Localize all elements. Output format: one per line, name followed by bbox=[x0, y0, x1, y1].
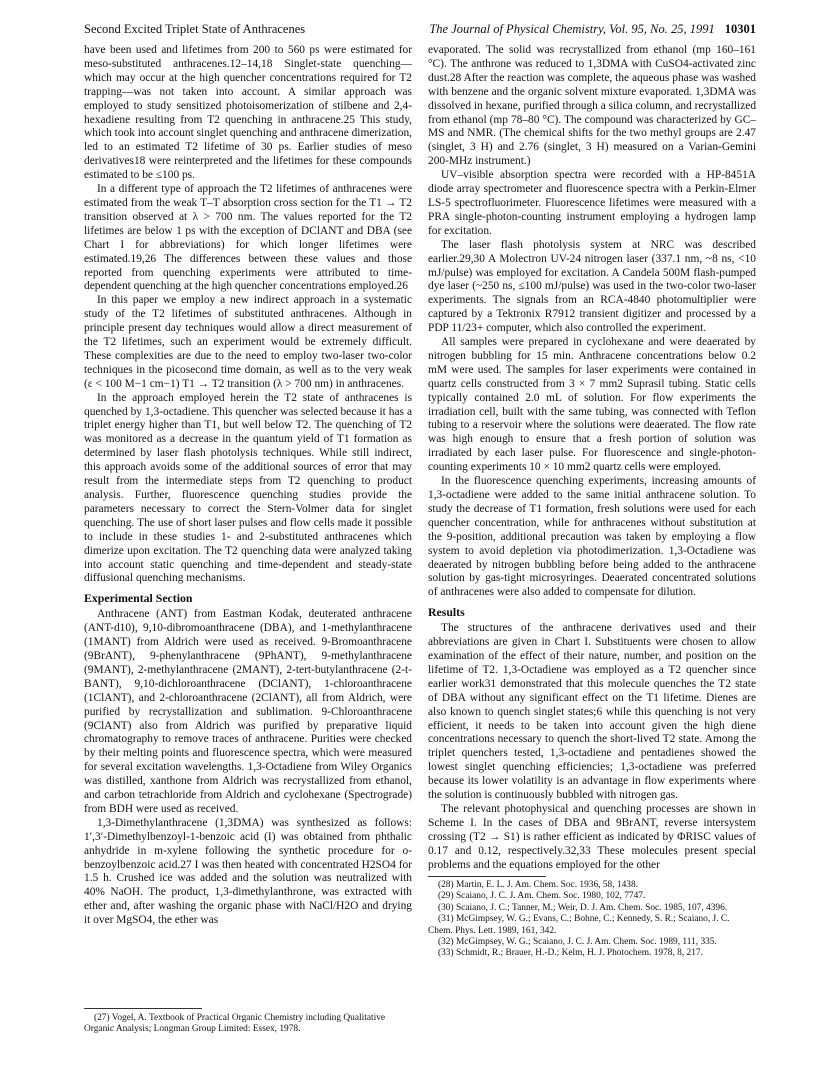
footnotes-left bbox=[84, 1013, 412, 1036]
journal-citation bbox=[429, 22, 756, 37]
paragraph: The relevant photophysical and quenching processes are shown in Scheme I. In the cases of DBA and 9BrANT, reverse intersystem crossing (T2 → S1) is rather efficient as indicated by ΦRISC values of 0.17 and 0.12, respectively.32,33 These molecules present special problems and the equations employed for the other bbox=[428, 802, 756, 871]
paragraph: 1,3-Dimethylanthracene (1,3DMA) was synthesized as follows: 1′,3′-Dimethylbenzoyl-1-benzoic acid (I) was obtained from phthalic anhydride in m-xylene following the synthetic procedure for o-benzoylbenzoic acid.27 I was then heated with concentrated H2SO4 for 1.5 h. Crushed ice was added and the solution was neutralized with 40% NaOH. The product, 1,3-dimethylanthrone, was extracted with ether and, after washing the organic phase with NaCl/H2O and drying it over MgSO4, the ether was bbox=[84, 816, 412, 927]
paragraph: have been used and lifetimes from 200 to 560 ps were estimated for meso-substituted anthracenes.12–14,18 Singlet-state quenching—which may occur at the high quencher concentrations required for T2 trapping—was not taken into account. A similar approach was employed to study sensitized photoisomerization of stilbene and 2,4-hexadiene resulting from T2 quenching in anthracene.25 This study, which took into account singlet quenching and anthracene dimerization, led to an estimated T2 lifetime of 30 ps. Earlier studies of meso derivatives18 were reinterpreted and the lifetimes for these compounds estimated to be ≤100 ps. bbox=[84, 44, 413, 182]
right-column bbox=[428, 44, 756, 872]
footnote: (29) Scaiano, J. C. J. Am. Chem. Soc. 1980, 102, 7747. bbox=[438, 891, 646, 902]
paragraph: All samples were prepared in cyclohexane and were deaerated by nitrogen bubbling for 15 min. Anthracene concentrations below 0.2 mM were used. The samples for laser experiments were contained in quartz cells constructed from 3 × 7 mm2 Suprasil tubing. Static cells typically contained 2.0 mL of solution. For flow experiments the irradiation cell, built with the same tubing, was connected with Teflon tubing to a reservoir where the solutions were deaerated. The flow rate was high enough to ensure that a fresh portion of solution was irradiated by each laser pulse. For fluorescence and single-photon-counting experiments 10 × 10 mm2 quartz cells were employed. bbox=[428, 336, 756, 474]
left-column bbox=[84, 44, 412, 928]
paragraph: The structures of the anthracene derivatives used and their abbreviations are given in Chart I. Substituents were chosen to allow examination of the effect of their nature, number, and position on the lifetime of T2. 1,3-Octadiene was employed as a T2 quencher since earlier work31 demonstrated that this molecule quenches the T2 state of DBA without any significant effect on the T1 lifetime. Dienes are also known to quench singlet states;6 while this quenching is not very efficient, it needs to be taken into account given the high diene concentrations necessary to quench the short-lived T2 state. Among the triplet quenchers tested, 1,3-octadiene and pentadienes showed the lowest singlet quenching efficiencies; 1,3-octadiene was preferred because its lower volatility is an advantage in flow experiments where the solution is continuously bubbled with nitrogen gas. bbox=[428, 622, 756, 802]
running-header bbox=[84, 22, 756, 40]
paragraph: In the approach employed herein the T2 state of anthracenes is quenched by 1,3-octadiene. This quencher was selected because it has a triplet energy higher than T1, but well below T2. The quenching of T2 was monitored as a decrease in the quantum yield of T1 formation as determined by laser flash photolysis techniques. While still indirect, this approach avoids some of the additional sources of error that may result from the intermediate steps from T2 quenching to product analysis. Further, fluorescence quenching studies provide the parameters necessary to correct the Stern-Volmer data for singlet quenching. The use of short laser pulses and flow cells made it possible to include in these studies 1- and 2-substituted anthracenes which dimerize upon excitation. The T2 quenching data were analyzed taking into account static quenching and time-dependent and steady-state diffusional quenching mechanisms. bbox=[84, 391, 412, 585]
footnote: (30) Scaiano, J. C.; Tanner, M.; Weir, D. J. Am. Chem. Soc. 1985, 107, 4396. bbox=[438, 902, 728, 913]
running-title: Second Excited Triplet State of Anthracenes bbox=[84, 22, 306, 36]
journal-name: The Journal of Physical Chemistry, Vol. 95, No. 25, 1991 bbox=[429, 22, 715, 36]
paragraph: UV–visible absorption spectra were recorded with a HP-8451A diode array spectrometer and fluorescence spectra with a Perkin-Elmer LS-5 spectrofluorimeter. Fluorescence lifetimes were measured with a PRA single-photon-counting instrument employing a hydrogen lamp for excitation. bbox=[428, 169, 756, 237]
paragraph: In the fluorescence quenching experiments, increasing amounts of 1,3-octadiene were added to the same initial anthracene solution. To study the decrease of T1 formation, fresh solutions were used for each quencher concentration, while for anthracenes without substitution at the 9-position, additional precaution was taken by employing a flow system to avoid depletion via photodimerization. 1,3-Octadiene was deaerated by nitrogen bubbling before being added to the anthracene solution by gas-tight microsyringes. Deaerated concentrated solutions of anthracenes were also added to compensate for dilution. bbox=[428, 475, 756, 599]
paragraph: In this paper we employ a new indirect approach in a systematic study of the T2 lifetimes of substituted anthracenes. Although in principle present day techniques would allow a direct measurement of the T2 lifetimes, such an experiment would be extremely difficult. These complexities are due to the need to employ two-laser two-color techniques in the picosecond time domain, as well as to the very weak (ε < 100 M−1 cm−1) T1 → T2 transition (λ > 700 nm) in anthracenes. bbox=[84, 294, 412, 390]
footnote: (31) McGimpsey, W. G.; Evans, C.; Bohne, C.; Kennedy, S. R.; Scaiano, J. C. Chem. Phys. Lett. 1989, 161, 342. bbox=[428, 914, 730, 936]
page-number: 10301 bbox=[724, 22, 756, 36]
footnote-rule bbox=[428, 876, 546, 877]
footnote-rule bbox=[84, 1008, 202, 1009]
paragraph: evaporated. The solid was recrystallized from ethanol (mp 160–161 °C). The anthrone was reduced to 1,3DMA with CuSO4-activated zinc dust.28 After the reaction was complete, the aqueous phase was washed with benzene and the organic solvent mixture evaporated. 1,3DMA was dissolved in hexane, purified through a silica column, and recrystallized from ethanol (mp 78–80 °C). The compound was characterized by GC–MS and NMR. (The chemical shifts for the two methyl groups are 2.47 (singlet, 3 H) and 2.76 (singlet, 3 H) measured on a Varian-Gemini 200-MHz instrument.) bbox=[428, 44, 757, 168]
footnote: (33) Schmidt, R.; Brauer, H.-D.; Kelm, H. J. Photochem. 1978, 8, 217. bbox=[438, 948, 703, 959]
paragraph: Anthracene (ANT) from Eastman Kodak, deuterated anthracene (ANT-d10), 9,10-dibromoanthracene (DBA), and 1-methylanthracene (1MANT) from Aldrich were used as received. 9-Bromoanthracene (9BrANT), 9-phenylanthracene (9PhANT), 9-methylanthracene (9MANT), 2-methylanthracene (2MANT), 2-tert-butylanthracene (2-t-BANT), 9,10-dichloroanthracene (DClANT), 1-chloroanthracene (1ClANT), and 2-chloroanthracene (2ClANT), all from Aldrich, were purified by recrystallization and sublimation. 9-Chloroanthracene (9ClANT) also from Aldrich was purified by preparative liquid chromatography to remove traces of anthracene. Purities were checked by their melting points and fluorescence spectra, which were measured for several excitation wavelengths. 1,3-Octadiene from Wiley Organics was distilled, xanthone from Aldrich was recrystallized from ethanol, and carbon tetrachloride from Aldrich and cyclohexane (Spectrograde) from BDH were used as received. bbox=[84, 608, 412, 815]
footnote: (28) Martin, E. L. J. Am. Chem. Soc. 1936, 58, 1438. bbox=[438, 880, 638, 890]
footnote: (27) Vogel, A. Textbook of Practical Organic Chemistry including Qualitative Organic Analysis; Longman Group Limited: Essex, 1978. bbox=[84, 1013, 386, 1035]
section-heading: Results bbox=[428, 605, 465, 620]
paragraph: In a different type of approach the T2 lifetimes of anthracenes were estimated from the weak T–T absorption cross section for the T1 → T2 transition observed at λ > 700 nm. The values reported for the T2 lifetimes are below 1 ps with the exception of DClANT and DBA (see Chart I for abbreviations) for which longer lifetimes were estimated.19,26 The differences between these values and those reported from quenching experiments were attributed to time-dependent quenching at the high quencher concentrations employed.26 bbox=[84, 183, 412, 293]
footnotes-right bbox=[428, 880, 756, 960]
footnote: (32) McGimpsey, W. G.; Scaiano, J. C. J. Am. Chem. Soc. 1989, 111, 335. bbox=[438, 937, 717, 948]
paragraph: The laser flash photolysis system at NRC was described earlier.29,30 A Molectron UV-24 nitrogen laser (337.1 nm, ~8 ns, <10 mJ/pulse) was employed for excitation. A Candela 500M flash-pumped dye laser (~250 ns, ≤100 mJ/pulse) was used in the two-color two-laser experiments. The signals from an RCA-4840 photomultiplier were captured by a Tektronix R7912 transient digitizer and processed by a PDP 11/23+ computer, which also controlled the experiment. bbox=[428, 238, 756, 335]
section-heading: Experimental Section bbox=[84, 591, 193, 606]
